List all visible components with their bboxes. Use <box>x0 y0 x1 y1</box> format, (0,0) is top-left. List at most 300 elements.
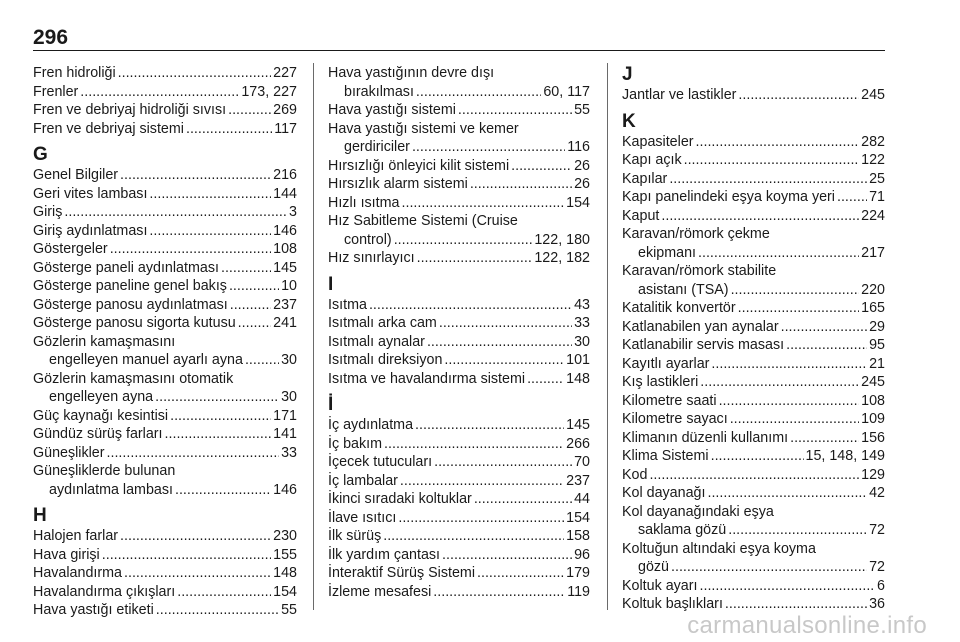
index-entry <box>328 472 590 491</box>
page-ref: 33 <box>574 315 590 331</box>
index-entry <box>622 355 885 374</box>
index-term: Gösterge panosu sigorta kutusu <box>33 315 236 331</box>
dot-leader <box>671 558 867 577</box>
index-term: Jantlar ve lastikler <box>622 87 737 103</box>
page-ref: 44 <box>574 491 590 507</box>
index-term: Gösterge paneli aydınlatması <box>33 259 219 276</box>
index-term: Fren hidroliği <box>33 65 116 81</box>
index-entry <box>622 151 885 170</box>
dot-leader <box>427 333 572 352</box>
dot-leader <box>458 101 572 120</box>
index-term: engelleyen ayna <box>49 389 154 405</box>
index-entry <box>622 244 885 263</box>
index-entry <box>33 444 297 463</box>
page-ref: 108 <box>861 392 885 409</box>
dot-leader <box>230 296 271 315</box>
index-heading: Karavan/römork stabilite <box>622 263 777 279</box>
index-entry <box>33 564 297 583</box>
index-entry <box>328 314 590 333</box>
dot-leader <box>229 277 279 296</box>
dot-leader <box>433 583 565 602</box>
index-entry <box>328 527 590 546</box>
dot-leader <box>416 83 541 102</box>
index-entry <box>328 490 590 509</box>
index-term: Katalitik konvertör <box>622 300 736 316</box>
dot-leader <box>238 314 271 333</box>
index-entry <box>33 277 297 296</box>
page-ref: 15, 148, 149 <box>805 448 885 464</box>
dot-leader <box>781 318 868 337</box>
index-term: İçecek tutucuları <box>328 454 433 470</box>
dot-leader <box>102 546 271 565</box>
page-ref: 165 <box>861 300 885 316</box>
dot-leader <box>730 410 859 429</box>
index-entry <box>328 296 590 315</box>
index-entry <box>328 333 590 352</box>
dot-leader <box>684 151 860 170</box>
page-ref: 148 <box>566 370 590 387</box>
page-ref: 122, 180 <box>534 231 590 248</box>
dot-leader <box>731 281 860 300</box>
index-entry <box>622 133 885 152</box>
section-letter: K <box>622 110 636 132</box>
page-ref: 70 <box>574 454 590 470</box>
index-entry <box>622 170 885 189</box>
dot-leader <box>175 481 271 500</box>
index-entry <box>328 231 590 250</box>
index-term: Koltuk ayarı <box>622 577 698 594</box>
index-term: İlk sürüş <box>328 528 382 544</box>
page-ref: 122, 182 <box>534 250 590 266</box>
index-term: Katlanabilen yan aynalar <box>622 318 779 335</box>
index-term: Güneşlikler <box>33 444 105 461</box>
dot-leader <box>245 351 279 370</box>
index-entry <box>622 373 885 392</box>
page-ref: 145 <box>273 259 297 276</box>
index-entry <box>622 521 885 540</box>
index-term: Kapı açık <box>622 152 682 168</box>
index-entry <box>33 222 297 241</box>
index-column-1 <box>33 64 297 620</box>
dot-leader <box>790 429 859 448</box>
index-term: Giriş <box>33 204 63 220</box>
index-entry <box>328 194 590 213</box>
dot-leader <box>107 444 280 463</box>
index-entry <box>33 314 297 333</box>
page-ref: 10 <box>281 278 297 294</box>
page-ref: 30 <box>281 352 297 368</box>
page-ref: 33 <box>281 444 297 461</box>
dot-leader <box>725 595 867 614</box>
index-entry <box>328 416 590 435</box>
dot-leader <box>384 435 564 454</box>
index-entry <box>33 296 297 315</box>
index-entry <box>33 83 297 102</box>
index-entry <box>622 299 885 318</box>
section-letter: J <box>622 64 633 85</box>
index-term: Gösterge panosu aydınlatması <box>33 296 228 313</box>
page-ref: 95 <box>869 337 885 353</box>
dot-leader <box>394 231 533 250</box>
page-ref: 29 <box>869 318 885 335</box>
index-entry <box>622 392 885 411</box>
index-entry <box>33 527 297 546</box>
index-term: Isıtma <box>328 296 367 313</box>
page-ref: 108 <box>273 241 297 257</box>
index-entry <box>622 86 885 105</box>
index-entry <box>328 175 590 194</box>
index-term: control) <box>344 231 392 248</box>
index-heading: Koltuğun altındaki eşya koyma <box>622 540 816 557</box>
page-ref: 42 <box>869 485 885 501</box>
index-term: Havalandırma çıkışları <box>33 583 176 600</box>
page-ref: 241 <box>273 315 297 331</box>
index-heading: Kol dayanağındaki eşya <box>622 503 774 520</box>
index-term: saklama gözü <box>638 522 727 538</box>
dot-leader <box>837 188 867 207</box>
page-ref: 117 <box>274 120 297 137</box>
page-ref: 141 <box>273 426 297 442</box>
dot-leader <box>470 175 572 194</box>
index-entry <box>33 203 297 222</box>
page-ref: 30 <box>281 389 297 405</box>
dot-leader <box>474 490 572 509</box>
page-ref: 154 <box>566 194 590 211</box>
index-term: Gösterge paneline genel bakış <box>33 278 227 294</box>
index-term: Koltuk başlıkları <box>622 596 723 612</box>
index-entry <box>622 318 885 337</box>
page-ref: 43 <box>574 296 590 313</box>
index-entry <box>328 101 590 120</box>
index-entry <box>622 577 885 596</box>
dot-leader <box>711 447 804 466</box>
dot-leader <box>228 101 271 120</box>
index-term: Kaput <box>622 207 660 224</box>
index-term: İkinci sıradaki koltuklar <box>328 491 472 507</box>
page-ref: 146 <box>273 222 297 239</box>
index-entry <box>622 410 885 429</box>
index-entry <box>33 601 297 620</box>
index-entry <box>328 157 590 176</box>
index-entry <box>328 351 590 370</box>
index-entry <box>622 207 885 226</box>
index-entry <box>622 484 885 503</box>
page-ref: 155 <box>273 546 297 563</box>
index-term: Hırsızlığı önleyici kilit sistemi <box>328 157 510 174</box>
page-ref: 145 <box>566 417 590 433</box>
index-term: Hava yastığı sistemi <box>328 102 456 118</box>
index-term: bırakılması <box>344 83 414 100</box>
dot-leader <box>80 83 239 102</box>
dot-leader <box>412 138 565 157</box>
index-heading: Gözlerin kamaşmasını <box>33 333 176 350</box>
dot-leader <box>369 296 572 315</box>
index-term: Göstergeler <box>33 241 108 257</box>
index-term: Klimanın düzenli kullanımı <box>622 429 789 446</box>
index-term: İlk yardım çantası <box>328 546 441 563</box>
dot-leader <box>149 185 271 204</box>
index-term: Havalandırma <box>33 565 122 581</box>
page-ref: 217 <box>861 244 885 261</box>
page-ref: 26 <box>574 176 590 192</box>
page-ref: 101 <box>566 352 590 368</box>
page-ref: 119 <box>567 583 590 600</box>
index-term: Giriş aydınlatması <box>33 222 148 239</box>
dot-leader <box>383 527 564 546</box>
index-entry <box>328 564 590 583</box>
page-ref: 36 <box>869 596 885 612</box>
index-term: engelleyen manuel ayarlı ayna <box>49 352 243 368</box>
page-ref: 148 <box>273 565 297 581</box>
dot-leader <box>118 64 272 83</box>
index-entry <box>33 259 297 278</box>
index-heading: Karavan/römork çekme <box>622 226 770 242</box>
index-term: Kapı panelindeki eşya koyma yeri <box>622 189 835 205</box>
dot-leader <box>738 86 859 105</box>
index-term: İzleme mesafesi <box>328 583 432 600</box>
page-ref: 220 <box>861 281 885 298</box>
dot-leader <box>64 203 287 222</box>
index-term: İnteraktif Sürüş Sistemi <box>328 565 475 581</box>
dot-leader <box>511 157 572 176</box>
dot-leader <box>477 564 564 583</box>
index-term: Gündüz sürüş farları <box>33 426 163 442</box>
dot-leader <box>170 407 271 426</box>
page-ref: 171 <box>273 407 297 424</box>
dot-leader <box>696 133 860 152</box>
index-entry <box>328 138 590 157</box>
page-ref: 245 <box>861 87 885 103</box>
index-entry <box>33 101 297 120</box>
index-entry <box>622 558 885 577</box>
page-ref: 266 <box>566 435 590 452</box>
header-rule <box>33 50 885 51</box>
page-ref: 116 <box>567 139 590 155</box>
index-term: Kilometre saati <box>622 392 717 409</box>
page-ref: 154 <box>566 509 590 526</box>
dot-leader <box>165 425 272 444</box>
index-entry <box>33 166 297 185</box>
index-entry <box>622 281 885 300</box>
index-term: Kapasiteler <box>622 133 694 150</box>
index-entry <box>33 481 297 500</box>
index-term: Hırsızlık alarm sistemi <box>328 176 468 192</box>
index-entry <box>33 64 297 83</box>
index-term: Isıtmalı direksiyon <box>328 352 443 368</box>
page-ref: 21 <box>869 355 885 372</box>
index-entry <box>622 336 885 355</box>
dot-leader <box>415 416 564 435</box>
index-column-2 <box>328 64 590 601</box>
index-entry <box>328 509 590 528</box>
section-letter: H <box>33 505 47 526</box>
section-letter: I <box>328 273 334 295</box>
page-ref: 230 <box>273 528 297 544</box>
index-heading: Hava yastığının devre dışı <box>328 65 495 81</box>
page-ref: 179 <box>566 565 590 581</box>
index-entry <box>622 466 885 485</box>
column-divider <box>607 63 608 610</box>
section-letter: İ <box>328 394 334 415</box>
index-heading: Güneşliklerde bulunan <box>33 463 176 479</box>
dot-leader <box>661 207 859 226</box>
dot-leader <box>417 249 533 268</box>
dot-leader <box>442 546 572 565</box>
index-term: Kol dayanağı <box>622 485 706 501</box>
index-term: Genel Bilgiler <box>33 167 119 183</box>
dot-leader <box>398 509 564 528</box>
dot-leader <box>155 388 279 407</box>
dot-leader <box>444 351 564 370</box>
index-entry <box>33 120 297 139</box>
dot-leader <box>698 244 859 263</box>
index-term: Halojen farlar <box>33 528 119 544</box>
page-number: 296 <box>33 26 69 49</box>
index-term: Katlanabilir servis masası <box>622 337 785 353</box>
index-entry <box>328 583 590 602</box>
index-entry <box>328 435 590 454</box>
index-term: Kapılar <box>622 170 668 187</box>
index-term: Kış lastikleri <box>622 374 699 390</box>
page-ref: 129 <box>861 466 885 483</box>
page-ref: 109 <box>861 411 885 427</box>
index-entry <box>33 546 297 565</box>
index-entry <box>622 188 885 207</box>
index-term: Kilometre sayacı <box>622 411 728 427</box>
index-term: Hava yastığı etiketi <box>33 602 154 618</box>
dot-leader <box>527 370 564 389</box>
page-ref: 269 <box>273 102 297 118</box>
column-divider <box>313 63 314 610</box>
page-ref: 245 <box>861 374 885 390</box>
page-ref: 3 <box>289 204 297 220</box>
page-ref: 227 <box>273 65 297 81</box>
page-ref: 282 <box>861 133 885 150</box>
page-ref: 6 <box>877 577 885 594</box>
page-ref: 154 <box>273 583 297 600</box>
index-term: Isıtmalı aynalar <box>328 333 425 350</box>
page-ref: 26 <box>574 157 590 174</box>
index-term: gözü <box>638 559 670 575</box>
index-term: Kayıtlı ayarlar <box>622 355 710 372</box>
dot-leader <box>719 392 860 411</box>
page-ref: 224 <box>861 207 885 224</box>
index-entry <box>33 185 297 204</box>
page-ref: 237 <box>566 472 590 489</box>
page-ref: 96 <box>574 546 590 563</box>
page-ref: 55 <box>574 102 590 118</box>
dot-leader <box>786 336 867 355</box>
index-term: İlave ısıtıcı <box>328 509 397 526</box>
dot-leader <box>700 373 859 392</box>
index-entry <box>33 425 297 444</box>
page-ref: 216 <box>273 167 297 183</box>
page-ref: 122 <box>861 152 885 168</box>
dot-leader <box>711 355 867 374</box>
index-term: İç bakım <box>328 435 383 452</box>
dot-leader <box>120 166 271 185</box>
index-entry <box>328 546 590 565</box>
index-heading: Hız Sabitleme Sistemi (Cruise <box>328 213 518 229</box>
dot-leader <box>738 299 860 318</box>
dot-leader <box>400 472 564 491</box>
index-term: Hava girişi <box>33 546 100 563</box>
index-term: Isıtma ve havalandırma sistemi <box>328 370 526 387</box>
dot-leader <box>728 521 867 540</box>
index-entry <box>33 407 297 426</box>
index-column-3 <box>622 64 885 614</box>
index-entry <box>33 240 297 259</box>
page-ref: 156 <box>861 429 885 446</box>
index-entry <box>33 583 297 602</box>
dot-leader <box>186 120 272 139</box>
dot-leader <box>177 583 271 602</box>
index-term: Kod <box>622 466 648 483</box>
dot-leader <box>124 564 271 583</box>
dot-leader <box>402 194 565 213</box>
index-term: Geri vites lambası <box>33 185 148 202</box>
page-ref: 30 <box>574 333 590 350</box>
dot-leader <box>156 601 279 620</box>
page-ref: 60, 117 <box>543 83 590 100</box>
section-letter: G <box>33 144 48 165</box>
index-term: Isıtmalı arka cam <box>328 315 437 331</box>
index-term: Güç kaynağı kesintisi <box>33 407 169 424</box>
index-term: Fren ve debriyaj hidroliği sıvısı <box>33 102 227 118</box>
page-ref: 72 <box>869 559 885 575</box>
index-term: İç lambalar <box>328 472 398 489</box>
page-ref: 55 <box>281 602 297 618</box>
index-term: asistanı (TSA) <box>638 281 729 298</box>
dot-leader <box>649 466 859 485</box>
page-ref: 71 <box>869 189 885 205</box>
dot-leader <box>434 453 572 472</box>
index-entry <box>33 351 297 370</box>
dot-leader <box>149 222 271 241</box>
index-heading: Gözlerin kamaşmasını otomatik <box>33 370 234 387</box>
page-ref: 158 <box>566 528 590 544</box>
dot-leader <box>707 484 867 503</box>
index-term: İç aydınlatma <box>328 417 414 433</box>
dot-leader <box>669 170 867 189</box>
index-entry <box>622 429 885 448</box>
index-entry <box>622 595 885 614</box>
index-term: gerdiriciler <box>344 139 410 155</box>
dot-leader <box>110 240 271 259</box>
index-term: Fren ve debriyaj sistemi <box>33 120 184 137</box>
page-ref: 146 <box>273 481 297 498</box>
index-entry <box>328 249 590 268</box>
page-ref: 72 <box>869 522 885 538</box>
dot-leader <box>439 314 572 333</box>
watermark: carmanualsonline.info <box>687 612 927 639</box>
index-term: ekipmanı <box>638 244 697 261</box>
index-term: Klima Sistemi <box>622 448 709 464</box>
dot-leader <box>700 577 876 596</box>
index-term: aydınlatma lambası <box>49 481 173 498</box>
page-ref: 144 <box>273 185 297 202</box>
index-term: Hızlı ısıtma <box>328 194 400 211</box>
dot-leader <box>120 527 271 546</box>
index-entry <box>328 83 590 102</box>
index-entry <box>328 370 590 389</box>
page-ref: 237 <box>273 296 297 313</box>
dot-leader <box>221 259 271 278</box>
index-entry <box>622 447 885 466</box>
page-ref: 25 <box>869 170 885 187</box>
index-entry <box>328 453 590 472</box>
index-term: Frenler <box>33 83 79 100</box>
